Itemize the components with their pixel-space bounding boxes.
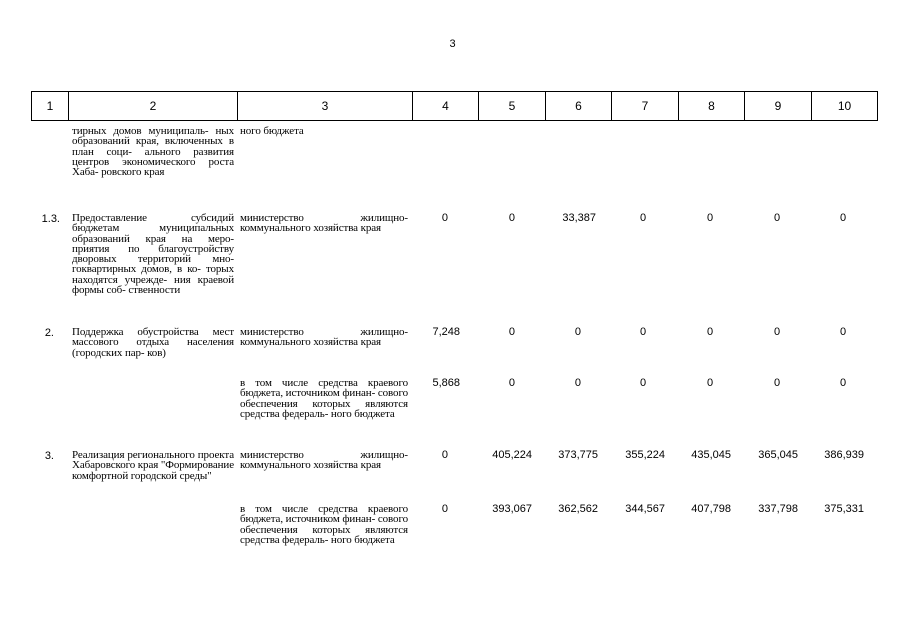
row-index: 1.3. xyxy=(41,213,60,225)
value-cell: 0 xyxy=(706,377,714,389)
header-cell: 10 xyxy=(812,92,878,121)
header-cell: 8 xyxy=(679,92,745,121)
row-executor: министерство жилищно- коммунального хозяйства края xyxy=(240,449,408,472)
value-cell: 7,248 xyxy=(432,326,460,338)
header-cell: 5 xyxy=(479,92,546,121)
value-cell: 405,224 xyxy=(492,449,532,461)
row-executor: ного бюджета xyxy=(240,125,304,137)
value-cell: 0 xyxy=(706,326,714,338)
value-cell: 407,798 xyxy=(691,503,731,515)
value-cell: 0 xyxy=(508,377,515,389)
header-cell: 4 xyxy=(413,92,479,121)
row-executor-sub: в том числе средства краевого бюджета, источником финан- сового обеспечения которых являются средства федераль- ного бюджета xyxy=(240,503,408,546)
value-cell: 435,045 xyxy=(691,449,731,461)
value-cell: 0 xyxy=(773,212,781,224)
header-cell: 6 xyxy=(546,92,612,121)
row-index: 2. xyxy=(44,327,54,339)
value-cell: 5,868 xyxy=(432,377,460,389)
value-cell: 0 xyxy=(773,377,781,389)
value-cell: 375,331 xyxy=(824,503,864,515)
value-cell: 0 xyxy=(574,326,581,338)
row-name: Реализация регионального проекта Хабаровского края "Формирование комфортной городской среды" xyxy=(72,449,234,482)
header-cell: 9 xyxy=(745,92,812,121)
table-header xyxy=(31,91,878,121)
value-cell: 0 xyxy=(441,449,448,461)
value-cell: 0 xyxy=(839,326,847,338)
row-name: Поддержка обустройства мест массового отдыха населения (городских пар- ков) xyxy=(72,326,234,359)
value-cell: 0 xyxy=(706,212,714,224)
header-cell: 1 xyxy=(32,92,69,121)
value-cell: 355,224 xyxy=(625,449,665,461)
value-cell: 0 xyxy=(574,377,581,389)
value-cell: 0 xyxy=(773,326,781,338)
header-row xyxy=(32,92,878,121)
page-number: 3 xyxy=(449,38,456,50)
value-cell: 373,775 xyxy=(558,449,598,461)
value-cell: 0 xyxy=(441,212,448,224)
header-cell: 7 xyxy=(612,92,679,121)
value-cell: 0 xyxy=(441,503,448,515)
row-index: 3. xyxy=(44,450,54,462)
value-cell: 337,798 xyxy=(758,503,798,515)
value-cell: 0 xyxy=(639,377,647,389)
value-cell: 362,562 xyxy=(558,503,598,515)
value-cell: 393,067 xyxy=(492,503,532,515)
row-name: тирных домов муниципаль- ных образований края, включенных в план соци- ального развития центров экономического роста Хаба- ровского края xyxy=(72,125,234,179)
header-cell: 2 xyxy=(69,92,238,121)
value-cell: 0 xyxy=(639,212,647,224)
row-name: Предоставление субсидий бюджетам муниципальных образований края на меро- приятия по благоустройству дворовых территорий мно- гоквартирных домов, в ко- торых находятся учрежде- ния краевой формы соб- ственности xyxy=(72,212,234,297)
header-cell: 3 xyxy=(238,92,413,121)
value-cell: 0 xyxy=(508,326,515,338)
row-executor: министерство жилищно- коммунального хозяйства края xyxy=(240,326,408,349)
value-cell: 0 xyxy=(508,212,515,224)
value-cell: 386,939 xyxy=(824,449,864,461)
row-executor: министерство жилищно- коммунального хозяйства края xyxy=(240,212,408,235)
value-cell: 365,045 xyxy=(758,449,798,461)
value-cell: 344,567 xyxy=(625,503,665,515)
row-executor-sub: в том числе средства краевого бюджета, источником финан- сового обеспечения которых являются средства федераль- ного бюджета xyxy=(240,377,408,420)
value-cell: 0 xyxy=(839,212,847,224)
value-cell: 0 xyxy=(639,326,647,338)
value-cell: 33,387 xyxy=(562,212,596,224)
value-cell: 0 xyxy=(839,377,847,389)
